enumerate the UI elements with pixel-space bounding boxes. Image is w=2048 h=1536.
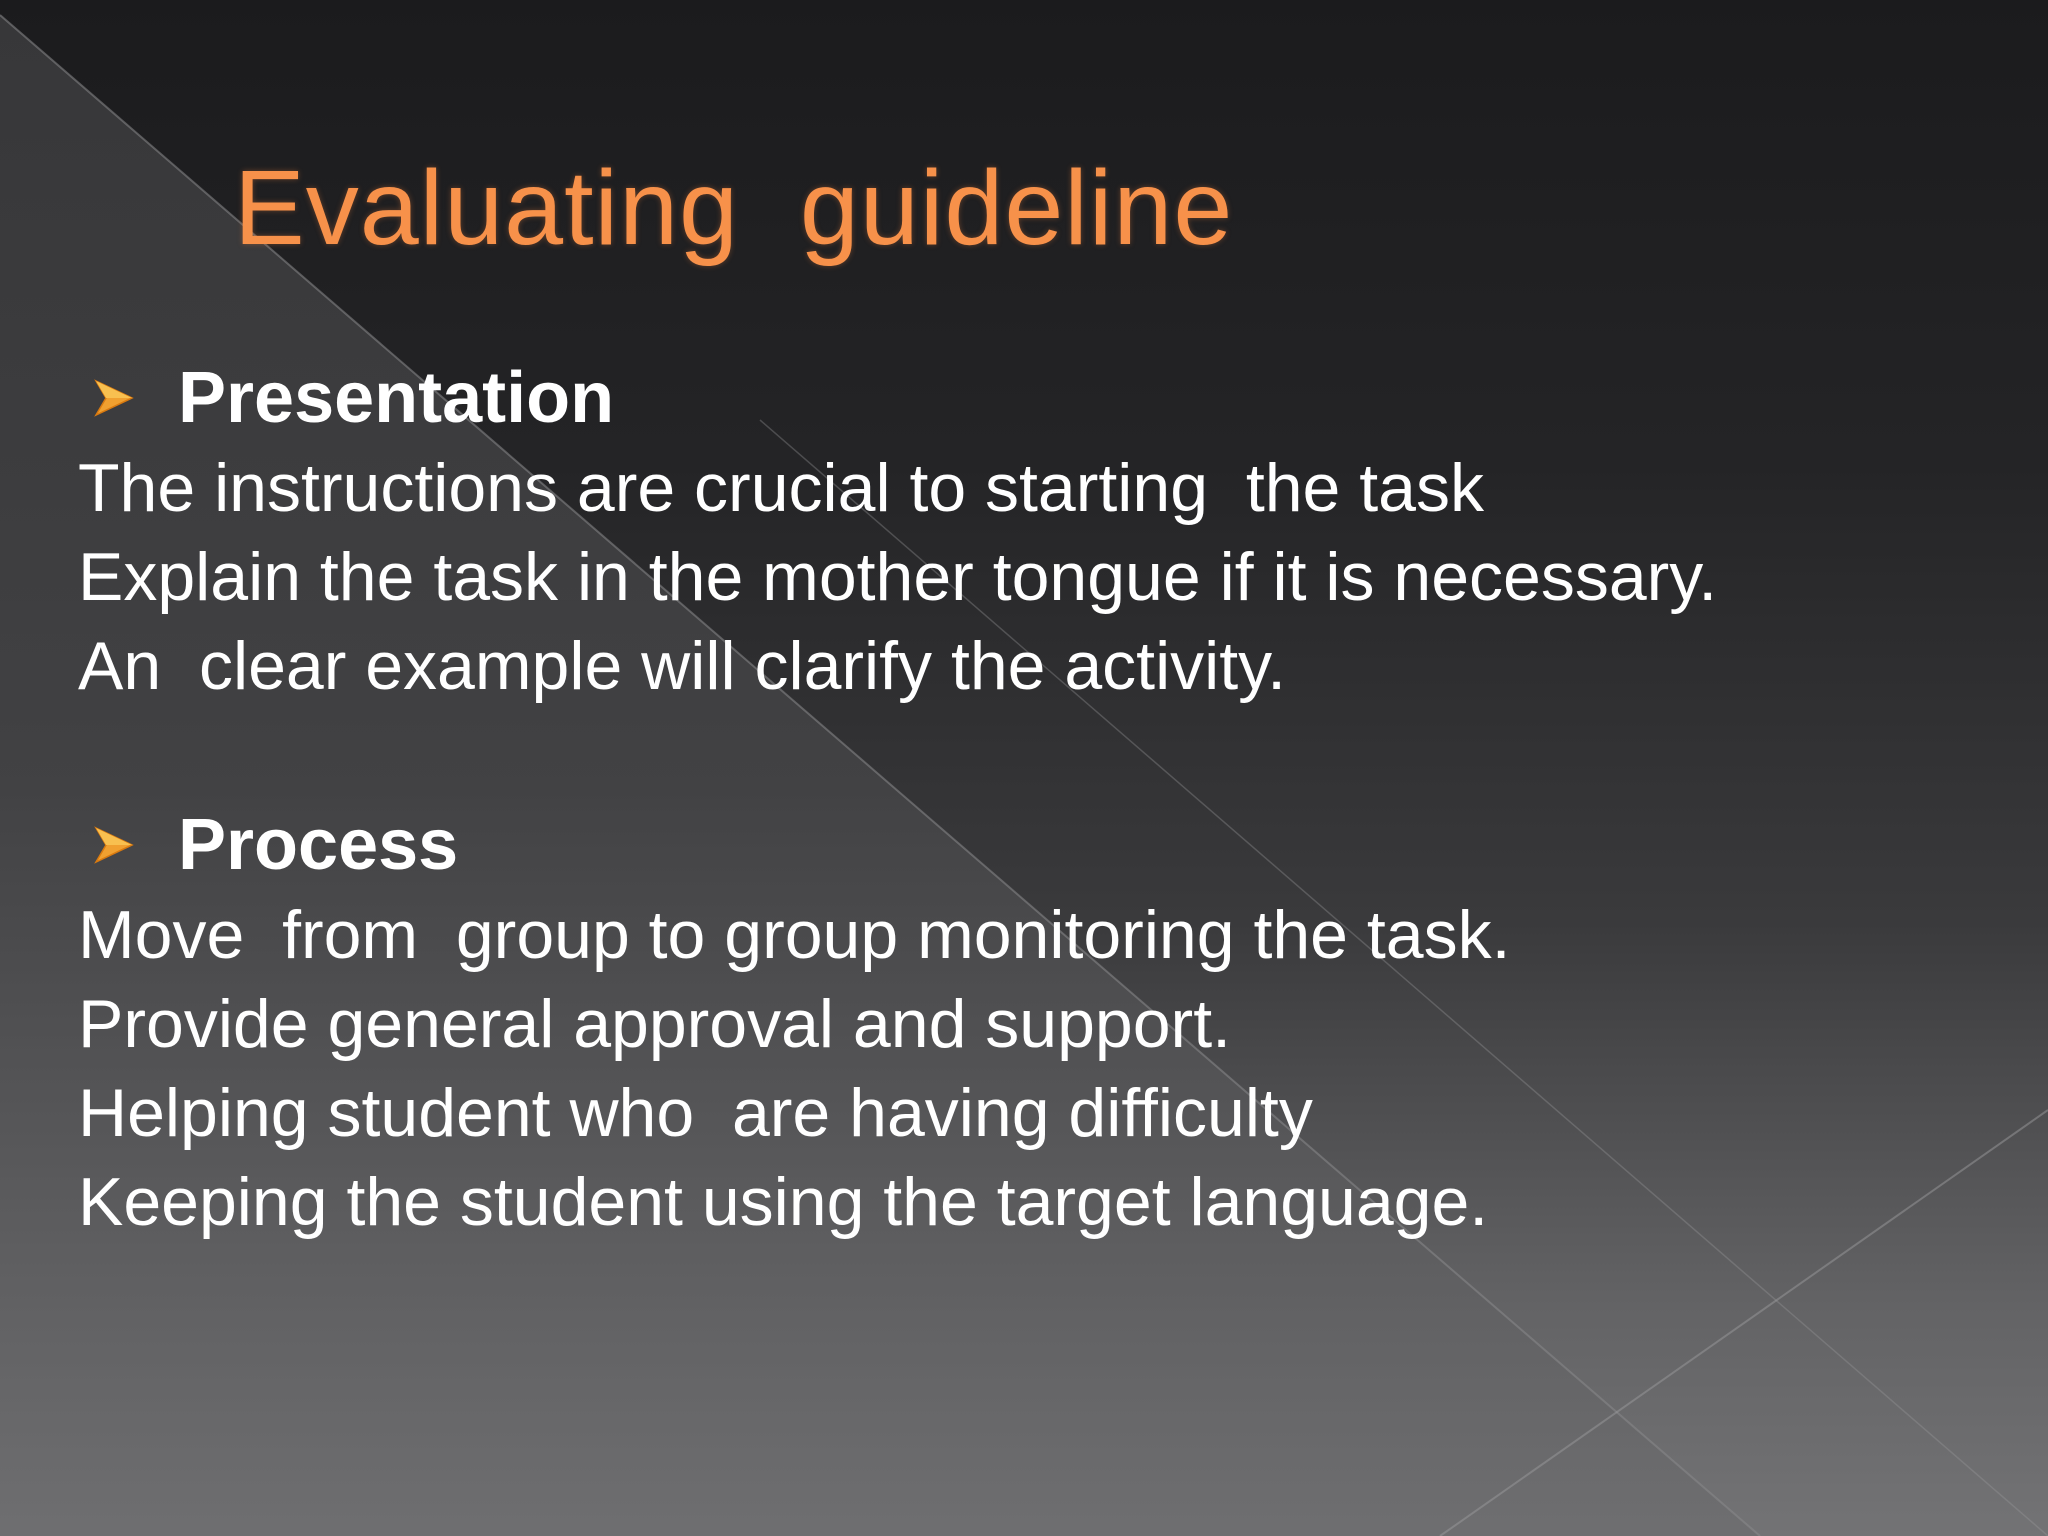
arrowhead-bullet-icon xyxy=(78,799,178,891)
body-line: Move from group to group monitoring the task. xyxy=(78,897,1511,973)
slide-content xyxy=(78,352,2018,1247)
body-line: An clear example will clarify the activity. xyxy=(78,628,1287,704)
section-heading xyxy=(78,799,2018,891)
section-heading xyxy=(78,352,2018,444)
section-presentation xyxy=(78,352,2018,711)
body-line: The instructions are crucial to starting the task xyxy=(78,450,1484,526)
section-heading-text: Process xyxy=(178,805,459,885)
body-line: Provide general approval and support. xyxy=(78,986,1231,1062)
arrowhead-bullet-icon xyxy=(78,352,178,444)
slide-title: Evaluating guideline xyxy=(234,149,1234,267)
section-process xyxy=(78,799,2018,1247)
section-heading-text: Presentation xyxy=(178,358,615,438)
body-line: Explain the task in the mother tongue if it is necessary. xyxy=(78,539,1718,615)
body-line: Keeping the student using the target language. xyxy=(78,1164,1489,1240)
body-line: Helping student who are having difficulty xyxy=(78,1075,1313,1151)
